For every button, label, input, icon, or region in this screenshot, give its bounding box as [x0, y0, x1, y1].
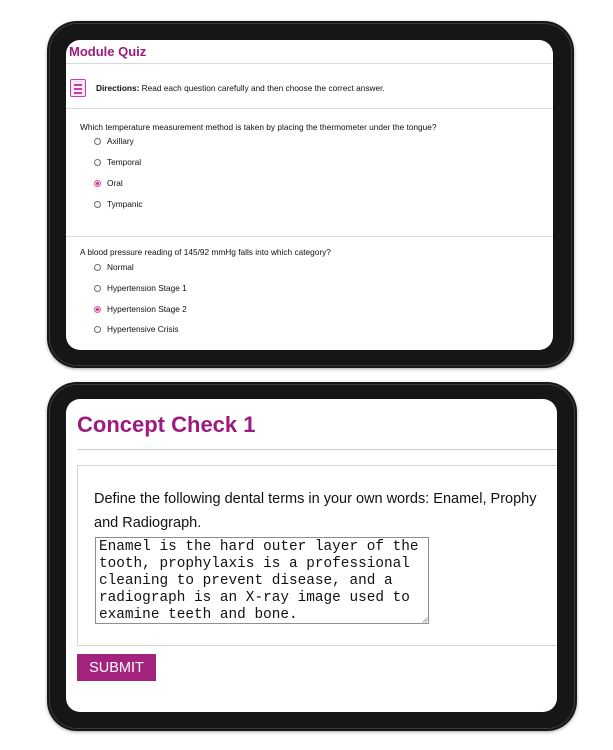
- option-label: Normal: [107, 262, 134, 272]
- option-label: Hypertension Stage 1: [107, 283, 187, 293]
- tablet-concept-check: [47, 382, 577, 731]
- question-1-option-tympanic[interactable]: [94, 198, 143, 210]
- question-2-option-stage-1[interactable]: [94, 282, 187, 294]
- question-2-text: A blood pressure reading of 145/92 mmHg falls into which category?: [80, 247, 331, 257]
- question-divider: [66, 236, 553, 237]
- directions-label: Directions:: [96, 83, 140, 93]
- answer-textarea[interactable]: [95, 537, 429, 624]
- option-label: Axillary: [107, 136, 134, 146]
- question-1-option-axillary[interactable]: [94, 135, 134, 147]
- radio-button[interactable]: [94, 201, 101, 208]
- option-label: Oral: [107, 178, 123, 188]
- directions-divider: [66, 108, 553, 109]
- prompt-line-1: Define the following dental terms in your own words: Enamel, Prophy: [94, 491, 537, 507]
- tablet-module-quiz: [47, 21, 574, 368]
- radio-button[interactable]: [94, 138, 101, 145]
- directions-text: Read each question carefully and then choose the correct answer.: [139, 83, 385, 93]
- question-1-option-oral[interactable]: [94, 177, 123, 189]
- prompt-line-2: and Radiograph.: [94, 515, 202, 531]
- radio-button[interactable]: [94, 285, 101, 292]
- directions: [96, 83, 385, 93]
- submit-button[interactable]: SUBMIT: [77, 654, 156, 681]
- concept-check-screen: [66, 399, 557, 712]
- title-divider: [66, 63, 553, 64]
- question-1-text: Which temperature measurement method is taken by placing the thermometer under the tongue?: [80, 122, 437, 132]
- module-quiz-screen: [66, 40, 553, 350]
- radio-button-selected[interactable]: [94, 306, 101, 313]
- question-2-option-normal[interactable]: [94, 261, 134, 273]
- question-panel: [77, 465, 557, 646]
- option-label: Tympanic: [107, 199, 143, 209]
- radio-button[interactable]: [94, 264, 101, 271]
- concept-check-title: Concept Check 1: [77, 412, 256, 437]
- radio-button[interactable]: [94, 159, 101, 166]
- radio-button[interactable]: [94, 326, 101, 333]
- question-2-option-stage-2[interactable]: [94, 303, 187, 315]
- clipboard-list-icon: [70, 79, 86, 97]
- question-2-option-crisis[interactable]: [94, 323, 178, 335]
- title-divider: [77, 449, 557, 450]
- question-prompt: [94, 487, 557, 535]
- radio-button-selected[interactable]: [94, 180, 101, 187]
- option-label: Hypertension Stage 2: [107, 304, 187, 314]
- module-quiz-title: Module Quiz: [69, 44, 147, 59]
- option-label: Temporal: [107, 157, 142, 167]
- question-1-option-temporal[interactable]: [94, 156, 141, 168]
- option-label: Hypertensive Crisis: [107, 324, 179, 334]
